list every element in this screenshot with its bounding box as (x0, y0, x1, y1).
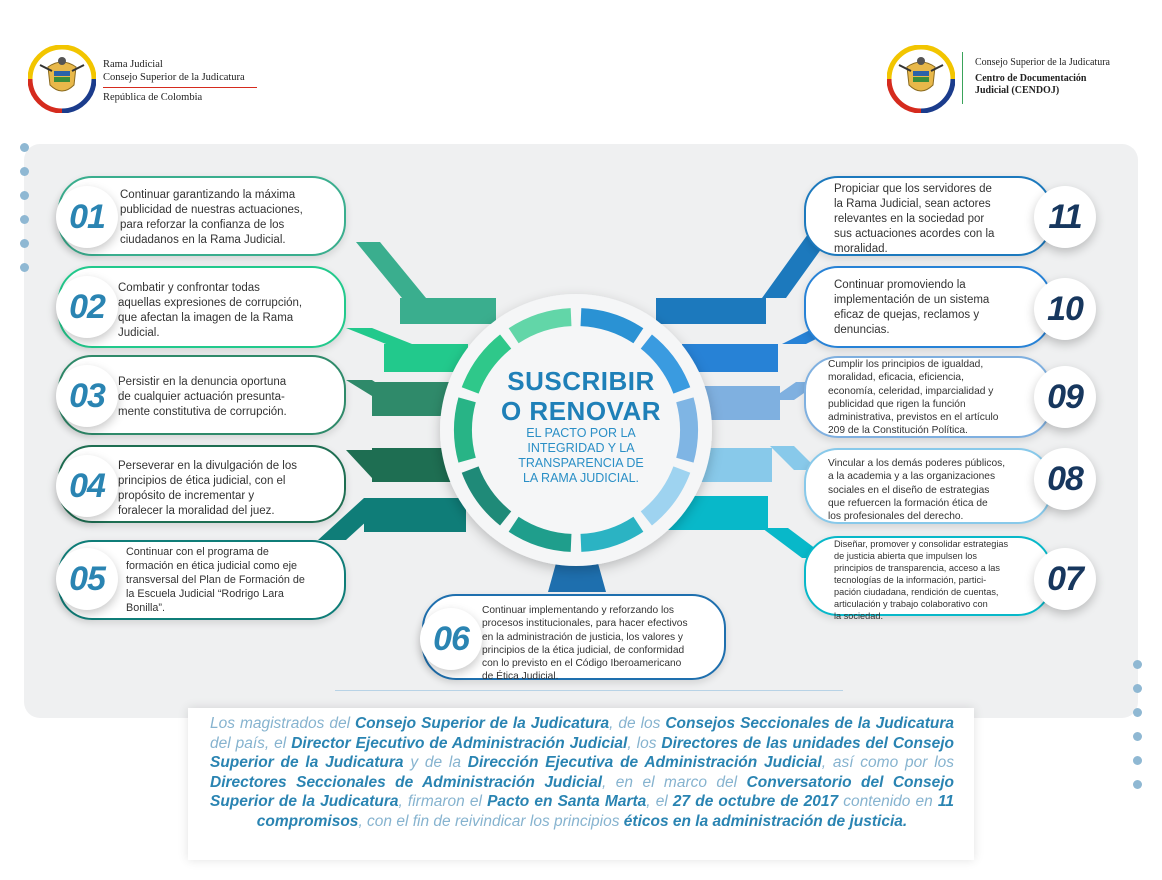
commitment-text (118, 281, 346, 341)
footer-emphasis: 27 de octubre de 2017 (672, 793, 839, 810)
commitment-number-04: 04 (56, 455, 118, 517)
commitment-line: denuncias. (834, 323, 890, 336)
center-sub-line2: INTEGRIDAD Y LA (527, 441, 635, 455)
footer-run: contenido en (838, 793, 938, 810)
commitment-line: Persistir en la denuncia oportuna (118, 376, 287, 388)
commitment-line: Continuar garantizando la máxima (120, 189, 296, 201)
commitment-line: ciudadanos en la Rama Judicial. (120, 233, 286, 246)
footer-run: Los magistrados del (210, 715, 355, 732)
commitment-number-09: 09 (1034, 366, 1096, 428)
connector-bar-05 (364, 498, 466, 532)
commitment-line: Continuar promoviendo la (834, 279, 966, 291)
commitment-line: moralidad, eficacia, eficiencia, (828, 372, 964, 384)
commitment-line: que afectan la imagen de la Rama (118, 311, 294, 324)
commitment-line: Propiciar que los servidores de (834, 183, 992, 195)
commitment-text (118, 375, 346, 420)
commitment-text (834, 278, 1052, 338)
commitment-number-08: 08 (1034, 448, 1096, 510)
commitment-number-06: 06 (420, 608, 482, 670)
footer-run: , los (627, 734, 662, 752)
commitment-line: Vincular a los demás poderes públicos, (828, 458, 1006, 469)
commitment-line: 209 de la Constitución Política. (828, 425, 968, 437)
commitment-number-10: 10 (1034, 278, 1096, 340)
commitment-line: la Escuela Judicial “Rodrigo Lara (126, 588, 284, 601)
footer-emphasis: Directores de las unidades del Consejo Superior de la Judicatura (210, 734, 955, 771)
commitment-line: foralecer la moralidad del juez. (118, 504, 275, 517)
footer-emphasis: Pacto en Santa Marta (487, 793, 647, 810)
footer-emphasis: Dirección Ejecutiva de Administración Judicial (467, 754, 822, 771)
footer-emphasis: Director Ejecutivo de Administración Judicial (291, 734, 628, 752)
commitment-line: con lo previsto en el Código Iberoamericano (482, 658, 682, 669)
commitment-line: la Rama Judicial, sean actores (834, 197, 991, 210)
commitment-text (118, 459, 346, 519)
commitment-card-09 (804, 356, 1052, 438)
commitment-text (834, 182, 1052, 257)
commitment-line: moralidad. (834, 242, 888, 255)
commitment-line: de Ética Judicial. (482, 671, 559, 683)
commitment-line: mente constitutiva de corrupción. (118, 405, 287, 418)
footer-run: del país, el (210, 734, 292, 752)
commitment-line: formación en ética judicial como eje (126, 560, 298, 573)
commitment-line: Continuar implementando y reforzando los (482, 605, 674, 616)
commitment-line: principios de la ética judicial, de conformidad (482, 644, 685, 656)
center-sub-line1: EL PACTO POR LA (526, 426, 636, 440)
commitment-number-01: 01 (56, 186, 118, 248)
footer-run: , el (646, 793, 673, 810)
center-subtitle (496, 426, 666, 486)
commitment-line: de cualquier actuación presunta- (118, 390, 285, 403)
commitment-text (120, 188, 344, 248)
commitment-line: aquellas expresiones de corrupción, (118, 296, 303, 309)
footer-emphasis: Consejos Seccionales de la Judicatura (665, 715, 954, 732)
footer-emphasis: 11 compromisos (256, 793, 954, 830)
commitment-line: Combatir y confrontar todas (118, 282, 260, 294)
commitment-number-05: 05 (56, 548, 118, 610)
commitment-line: para reforzar la confianza de los (120, 218, 285, 231)
footer-emphasis: Conversatorio del Consejo Superior de la Judicatura (210, 773, 954, 810)
commitment-line: Diseñar, promover y consolidar estrategias (834, 539, 1009, 549)
commitment-line: implementación de un sistema (834, 293, 990, 306)
commitment-number-02: 02 (56, 276, 118, 338)
commitment-number-11: 11 (1034, 186, 1096, 248)
commitment-line: economía, celeridad, imparcialidad y (828, 385, 994, 397)
footer-run: , en el marco del (602, 773, 747, 791)
footer-paragraph (210, 714, 954, 831)
commitment-line: pación ciudadana, rendición de cuentas, (834, 586, 999, 597)
center-sub-line4: LA RAMA JUDICIAL. (522, 471, 639, 485)
connector-bar-11 (656, 298, 766, 324)
commitment-line: los profesionales del derecho. (828, 511, 964, 522)
commitment-line: publicidad que rigen la función (828, 398, 966, 410)
footer-emphasis: Consejo Superior de la Judicatura (354, 715, 610, 732)
divider-line (335, 690, 843, 691)
left-header-line3: República de Colombia (103, 92, 203, 104)
footer-run: , así como por los (821, 754, 955, 771)
commitment-line: Continuar con el programa de (126, 546, 269, 558)
commitment-line: sociales en el diseño de estrategias (828, 484, 990, 496)
footer-run: , de los (609, 715, 666, 732)
commitment-line: de justicia abierta que impulsen los (834, 550, 977, 561)
commitment-line: propósito de incrementar y (118, 489, 255, 502)
commitment-line: publicidad de nuestras actuaciones, (120, 203, 303, 216)
commitment-line: que refuercen la formación ética de (828, 497, 988, 509)
commitment-text (126, 545, 348, 615)
connector-bar-01 (400, 298, 496, 324)
footer-emphasis: Directores Seccionales de Administración Judicial (210, 773, 603, 791)
commitment-text (828, 457, 1050, 523)
commitment-line: la sociedad. (834, 610, 884, 621)
center-title (486, 366, 676, 426)
commitment-card-10 (804, 266, 1052, 348)
commitment-number-03: 03 (56, 365, 118, 427)
center-title-line2: O RENOVAR (500, 396, 662, 426)
commitment-line: procesos institucionales, para hacer efectivos (482, 618, 688, 630)
commitment-line: transversal del Plan de Formación de (126, 574, 305, 587)
commitment-line: tecnologías de la información, partici- (834, 574, 987, 585)
commitment-line: Cumplir los principios de igualdad, (828, 359, 984, 370)
commitment-card-07 (804, 536, 1052, 621)
commitment-line: Judicial. (118, 326, 160, 339)
commitment-line: principios de ética judicial, con el (118, 474, 286, 487)
commitment-line: principios de transparencia, acceso a las (834, 562, 1000, 573)
right-header-line1: Consejo Superior de la Judicatura (975, 57, 1110, 68)
commitment-line: articulación y trabajo colaborativo con (834, 598, 988, 609)
left-header-line2: Consejo Superior de la Judicatura (103, 71, 257, 88)
commitment-line: a la academia y a las organizaciones (828, 471, 996, 483)
commitment-card-11 (804, 176, 1052, 256)
commitment-line: administrativa, previstos en el artículo (828, 412, 999, 423)
footer-run: y de la (403, 754, 468, 771)
footer-box (188, 708, 974, 860)
footer-emphasis: éticos en la administración de justicia. (623, 812, 908, 830)
commitment-line: eficaz de quejas, reclamos y (834, 308, 980, 321)
right-header-line2: Centro de Documentación (975, 72, 1087, 84)
commitment-card-08 (804, 448, 1052, 524)
right-header-line3: Judicial (CENDOJ) (975, 85, 1060, 96)
connector-ribbon-02 (346, 328, 412, 344)
commitment-line: en la administración de justicia, los valores y (482, 631, 684, 643)
commitment-number-07: 07 (1034, 548, 1096, 610)
left-header-line1: Rama Judicial (103, 59, 163, 70)
commitment-line: Bonilla”. (126, 602, 166, 615)
center-title-line1: SUSCRIBIR (507, 366, 655, 396)
center-sub-line3: TRANSPARENCIA DE (518, 456, 644, 470)
commitment-text (828, 358, 1050, 438)
commitment-line: relevantes en la sociedad por (834, 212, 985, 225)
commitment-text (834, 539, 1052, 623)
footer-run: , con el fin de reivindicar los principios (358, 812, 624, 830)
footer-run: , firmaron el (398, 793, 488, 810)
commitment-text (482, 604, 722, 684)
connector-ribbon-01 (356, 242, 426, 298)
commitment-line: Perseverar en la divulgación de los (118, 460, 297, 472)
commitment-line: sus actuaciones acordes con la (834, 227, 995, 240)
